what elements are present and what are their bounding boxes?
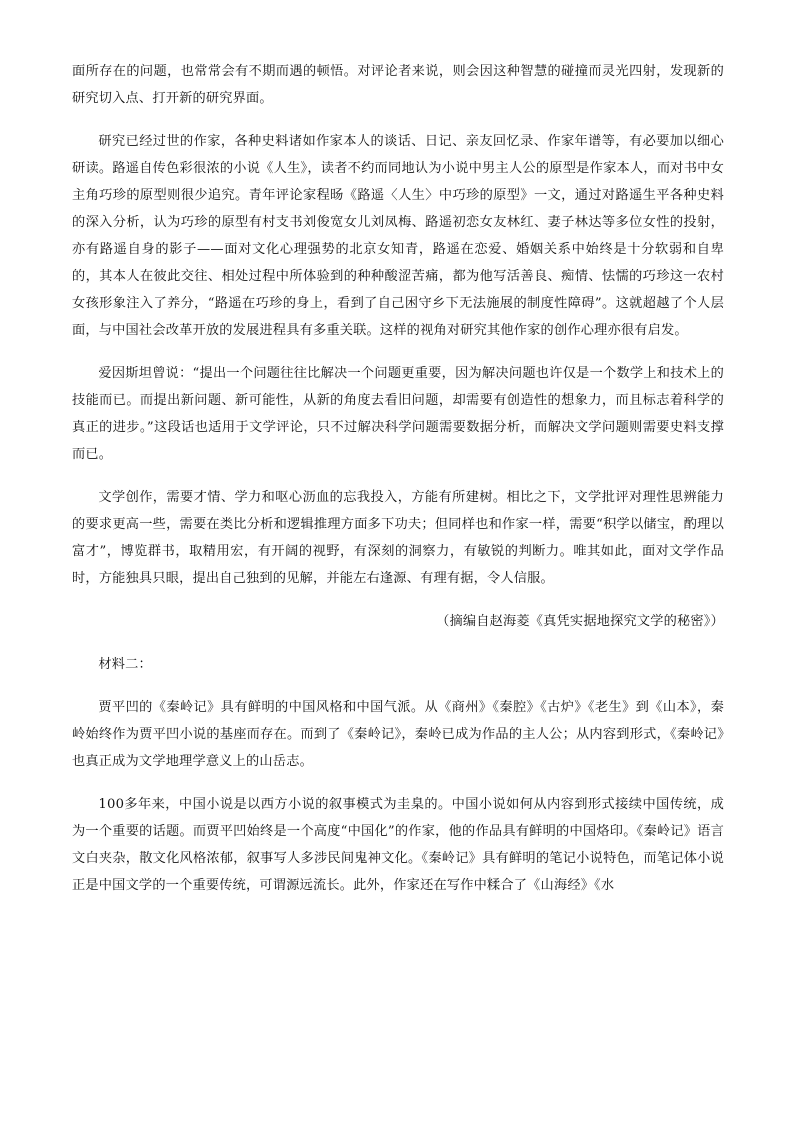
source-citation: （摘编自赵海菱《真凭实据地探究文学的秘密》） [436,614,724,629]
paragraph-einstein-quote: 爱因斯坦曾说：“提出一个问题往往比解决一个问题更重要，因为解决问题也许仅是一个数学上和技术上的技能而已。而提出新问题、新可能性，从新的角度去看旧问题，却需要有创造性的想象力，而且标志着科学的真正的进步。”这段话也适用于文学评论，只不过解决科学问题需要数据分析，而解决文学问题则需要史料支撑而已。 [72,366,724,462]
material-two-label: 材料二： [98,657,152,672]
paragraph-qinling-ji: 贾平凹的《秦岭记》具有鲜明的中国风格和中国气派。从《商州》《秦腔》《古炉》《老生》到《山本》，秦岭始终作为贾平凹小说的基座而存在。而到了《秦岭记》，秦岭已成为作品的主人公；从内容到形式，《秦岭记》也真正成为文学地理学意义上的山岳志。 [72,700,724,769]
paragraph-chinese-tradition: 100多年来，中国小说是以西方小说的叙事模式为圭臬的。中国小说如何从内容到形式接续中国传统，成为一个重要的话题。而贾平凹始终是一个高度“中国化”的作家，他的作品具有鲜明的中国烙印。《秦岭记》语言文白夹杂，散文化风格浓郁，叙事写人多涉民间鬼神文化。《秦岭记》具有鲜明的笔记小说特色，而笔记体小说正是中国文学的一个重要传统，可谓源远流长。此外，作家还在写作中糅合了《山海经》《水 [72,797,724,893]
document-page [72,58,724,899]
paragraph-continuation: 面所存在的问题，也常常会有不期而遇的顿悟。对评论者来说，则会因这种智慧的碰撞而灵光四射，发现新的研究切入点、打开新的研究界面。 [72,64,724,106]
paragraph-lu-yao-research: 研究已经过世的作家，各种史料诸如作家本人的谈话、日记、亲友回忆录、作家年谱等，有必要加以细心研读。路遥自传色彩很浓的小说《人生》，读者不约而同地认为小说中男主人公的原型是作家本人，而对书中女主角巧珍的原型则很少追究。青年评论家程旸《路遥〈人生〉中巧珍的原型》一文，通过对路遥生平各种史料的深入分析，认为巧珍的原型有村支书刘俊宽女儿刘凤梅、路遥初恋女友林红、妻子林达等多位女性的投射，亦有路遥自身的影子——面对文化心理强势的北京女知青，路遥在恋爱、婚姻关系中始终是十分软弱和自卑的，其本人在彼此交往、相处过程中所体验到的种种酸涩苦痛，都为他写活善良、痴情、怯懦的巧珍这一农村女孩形象注入了养分，“路遥在巧珍的身上，看到了自己困守乡下无法施展的制度性障碍”。这就超越了个人层面，与中国社会改革开放的发展进程具有多重关联。这样的视角对研究其他作家的创作心理亦很有启发。 [72,134,724,338]
paragraph-literary-criticism: 文学创作，需要才情、学力和呕心沥血的忘我投入，方能有所建树。相比之下，文学批评对理性思辨能力的要求更高一些，需要在类比分析和逻辑推理方面多下功夫；但同样也和作家一样，需要“积学以储宝，酌理以富才”，博览群书，取精用宏，有开阔的视野，有深刻的洞察力，有敏锐的判断力。唯其如此，面对文学作品时，方能独具只眼，提出自己独到的见解，并能左右逢源、有理有据，令人信服。 [72,490,724,586]
